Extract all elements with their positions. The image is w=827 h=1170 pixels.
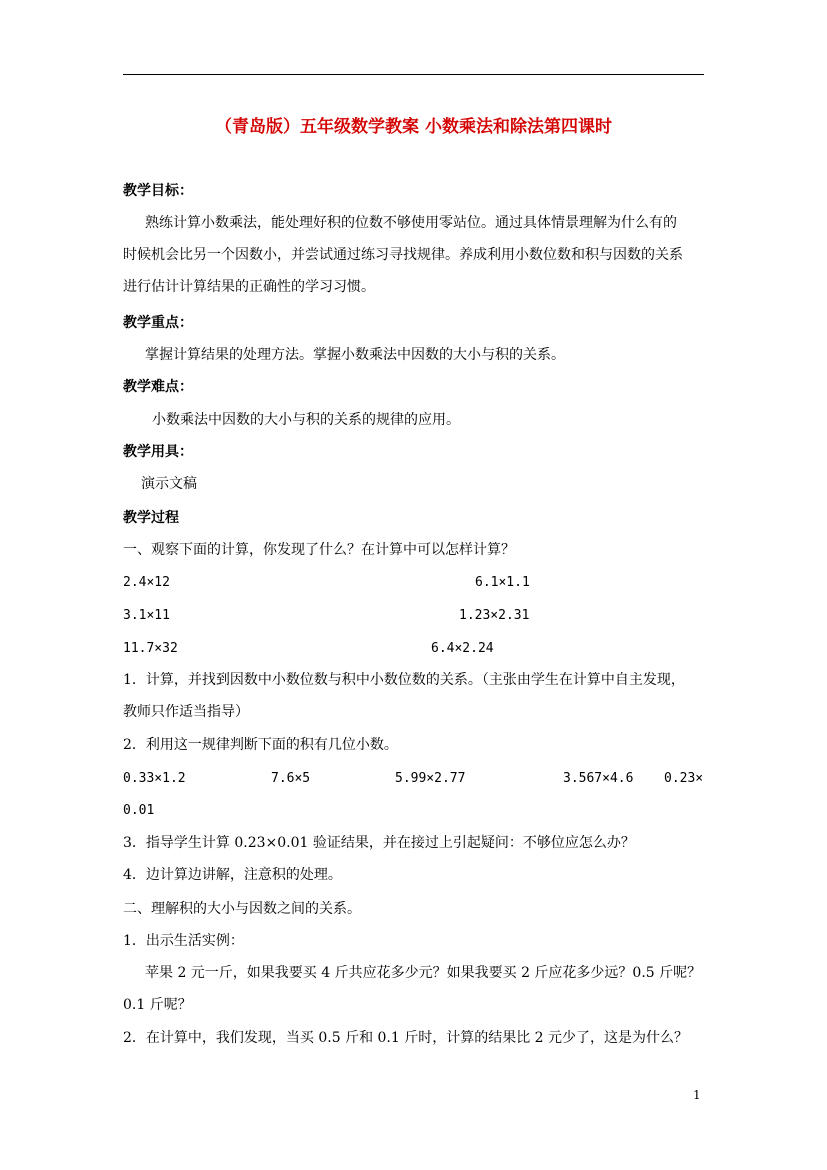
calc-right-1: 6.1×1.1 (475, 575, 530, 590)
tools-heading: 教学用具： (123, 444, 193, 460)
step2-text: 2．利用这一规律判断下面的积有几位小数。 (123, 737, 398, 753)
goal-line-1: 熟练计算小数乘法，能处理好积的位数不够使用零站位。通过具体情景理解为什么有的 (145, 215, 677, 231)
calc-left-3: 11.7×32 (123, 641, 178, 656)
step1-line-b: 教师只作适当指导） (123, 704, 249, 720)
goal-line-2: 时候机会比另一个因数小，并尝试通过练习寻找规律。养成利用小数位数和积与因数的关系 (123, 247, 683, 263)
exercise-4: 3.567×4.6 (563, 771, 634, 786)
part2-step1: 1．出示生活实例： (123, 933, 244, 949)
difficulty-text: 小数乘法中因数的大小与积的关系的规律的应用。 (152, 412, 460, 428)
exercise-1: 0.33×1.2 (123, 771, 186, 786)
step4-text: 4．边计算边讲解，注意积的处理。 (123, 867, 342, 883)
exercise-3: 5.99×2.77 (395, 771, 466, 786)
header-rule (123, 74, 704, 75)
page-title: （青岛版）五年级数学教案 小数乘法和除法第四课时 (215, 117, 612, 137)
calc-right-2: 1.23×2.31 (459, 608, 530, 623)
calc-right-3: 6.4×2.24 (431, 641, 494, 656)
part2-step2: 2．在计算中，我们发现，当买 0.5 斤和 0.1 斤时，计算的结果比 2 元少了，这是为什么？ (123, 1030, 689, 1046)
exercise-wrap: 0.01 (123, 803, 155, 818)
goal-heading: 教学目标： (123, 183, 193, 199)
part1-heading: 一、观察下面的计算，你发现了什么？在计算中可以怎样计算？ (123, 542, 515, 558)
tools-text: 演示文稿 (141, 476, 197, 492)
step1-line-a: 1．计算，并找到因数中小数位数与积中小数位数的关系。（主张由学生在计算中自主发现， (123, 672, 685, 688)
example-line-b: 0.1 斤呢？ (123, 997, 192, 1013)
page-number: 1 (693, 1088, 701, 1102)
key-heading: 教学重点： (123, 315, 193, 331)
key-text: 掌握计算结果的处理方法。掌握小数乘法中因数的大小与积的关系。 (145, 347, 565, 363)
difficulty-heading: 教学难点： (123, 379, 193, 395)
part2-heading: 二、理解积的大小与因数之间的关系。 (123, 901, 361, 917)
exercise-2: 7.6×5 (271, 771, 311, 786)
process-heading: 教学过程 (123, 510, 179, 526)
calc-left-1: 2.4×12 (123, 575, 170, 590)
goal-line-3: 进行估计计算结果的正确性的学习习惯。 (123, 279, 375, 295)
calc-left-2: 3.1×11 (123, 608, 170, 623)
example-line-a: 苹果 2 元一斤，如果我要买 4 斤共应花多少元？如果我要买 2 斤应花多少远？0.5 斤呢？ (145, 965, 702, 981)
step3-text: 3．指导学生计算 0.23×0.01 验证结果，并在接过上引起疑问：不够位应怎么办？ (123, 835, 635, 851)
exercise-5: 0.23× (664, 771, 704, 786)
